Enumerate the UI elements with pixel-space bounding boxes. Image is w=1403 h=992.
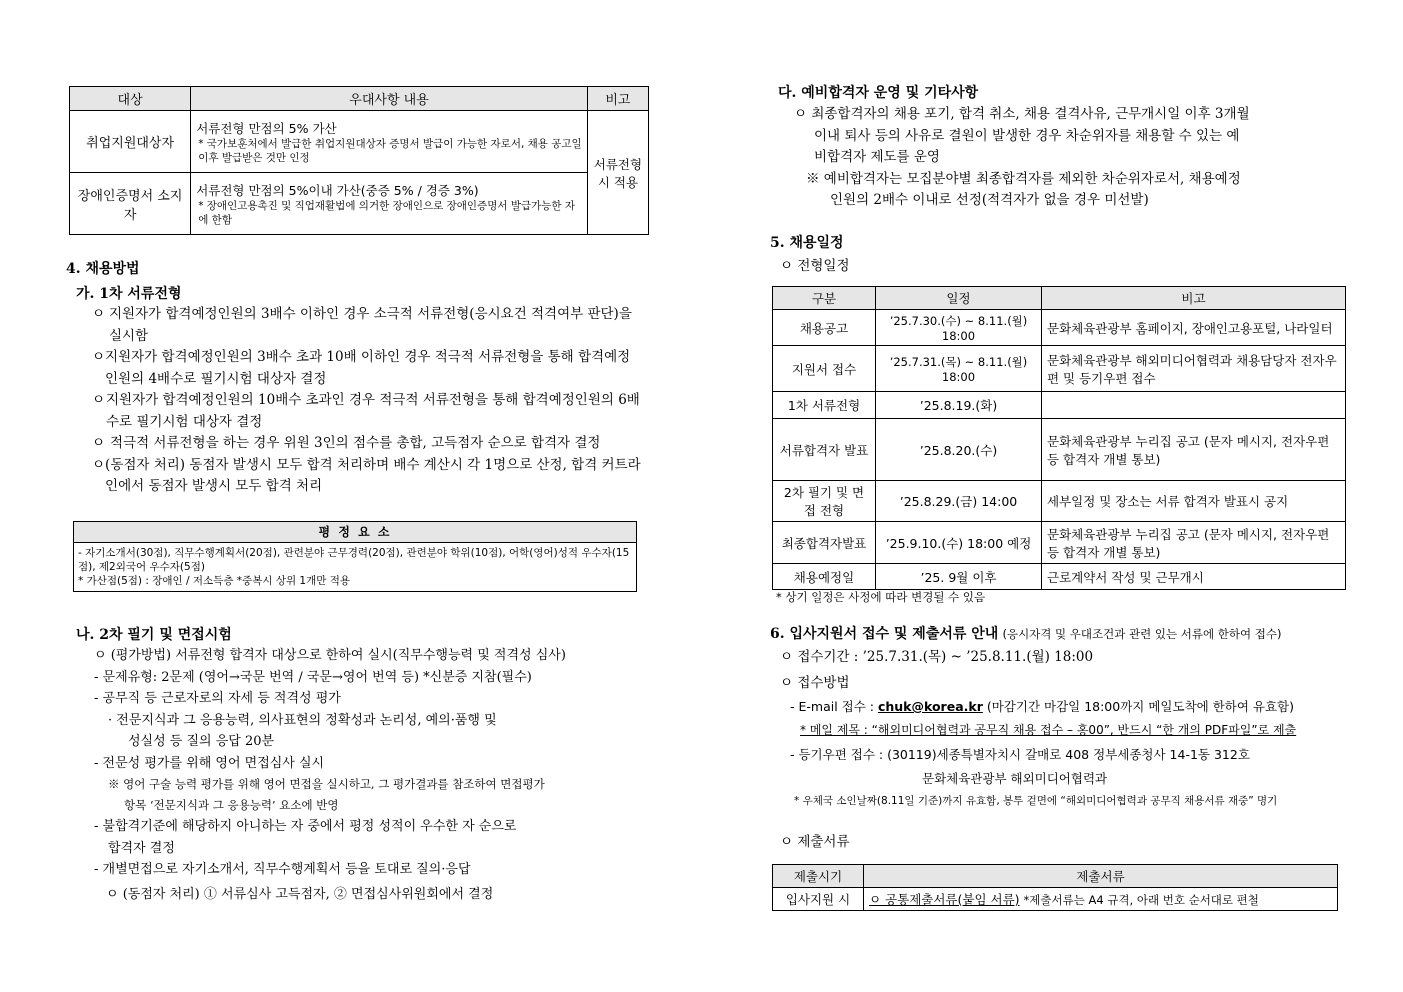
pref-note: * 장애인고용촉진 및 직업재활법에 의거한 장애인으로 장애인증명서 발급가능한 자에 한함 [198,199,576,226]
table-cell [191,111,588,173]
section6-title-row [770,623,1281,643]
table-row [773,481,1346,522]
receipt-method: ㅇ 접수방법 [780,675,850,691]
table-cell: 문화체육관광부 누리집 공고 (문자 메시지, 전자우편 등 합격자 개별 통보) [1042,522,1346,564]
table-header: 구분 [773,287,876,310]
list-item: - 공무직 등 근로자로의 자세 등 적격성 평가 [94,691,341,706]
text-line: 인원의 2배수 이내로 선정(적격자가 없을 경우 미선발) [830,192,1149,208]
table-cell: ’25. 9월 이후 [876,564,1042,590]
list-item: ㅇ (평가방법) 서류전형 합격자 대상으로 한하여 실시(직무수행능력 및 적격성 심사) [94,648,566,663]
section-title-note: (응시자격 및 우대조건과 관련 있는 서류에 한하여 접수) [1002,627,1282,641]
table-cell: ’25.8.20.(수) [876,419,1042,481]
email-note: (마감기간 마감일 18:00까지 메일도착에 한하여 유효함) [986,699,1294,714]
list-a [92,304,642,498]
docs-table [772,864,1338,911]
footnote: * 상기 일정은 사정에 따라 변경될 수 있음 [776,590,986,604]
table-cell: 문화체육관광부 홈페이지, 장애인고용포털, 나라일터 [1042,310,1346,346]
post-address: - 등기우편 접수 : (30119)세종특별자치시 갈매로 408 정부세종청사 14-1동 312호 [790,747,1250,762]
table-cell: 근로계약서 작성 및 근무개시 [1042,564,1346,590]
subsection-title: 나. 2차 필기 및 면접시험 [76,627,232,643]
table-header: 제출서류 [864,865,1338,888]
list-item: ㅇ 지원자가 합격예정인원의 3배수 초과 10배 이하인 경우 적극적 서류전형을 통해 합격예정인원의 4배수로 필기시험 대상자 결정 [92,347,642,390]
table-row [70,173,649,235]
table-header: 우대사항 내용 [191,87,588,111]
reserve-text [794,104,1354,212]
evaluation-box [73,521,637,592]
table-cell: 2차 필기 및 면접 전형 [773,481,876,522]
list-item: - 불합격기준에 해당하지 아니하는 자 중에서 평정 성적이 우수한 자 순으로 [94,819,517,834]
table-cell: 문화체육관광부 해외미디어협력과 채용담당자 전자우편 및 등기우편 접수 [1042,346,1346,392]
table-cell: 문화체육관광부 누리집 공고 (문자 메시지, 전자우편 등 합격자 개별 통보) [1042,419,1346,481]
table-cell: 장애인증명서 소지자 [70,173,191,235]
table-row [773,564,1346,590]
text-line: ※ 예비합격자는 모집분야별 최종합격자를 제외한 차순위자로서, 채용예정 [806,170,1241,187]
table-cell: 취업지원대상자 [70,111,191,173]
table-cell [191,173,588,235]
table-cell [864,888,1338,911]
section-title: 다. 예비합격자 운영 및 기타사항 [778,85,979,101]
table-cell: 서류합격자 발표 [773,419,876,481]
text-line: ㅇ 최종합격자의 채용 포기, 합격 취소, 채용 결격사유, 근무개시일 이후 3개월 [794,106,1250,122]
table-cell: ’25.7.30.(수) ~ 8.11.(월) 18:00 [876,310,1042,346]
list-item-text: (동점자 처리) 동점자 발생시 모두 합격 처리하며 배수 계산시 각 1명으로 산정, 합격 커트라인에서 동점자 발생시 모두 합격 처리 [105,456,641,494]
table-row [773,346,1346,392]
table-cell: ’25.7.31.(목) ~ 8.11.(월) 18:00 [876,346,1042,392]
table-cell: 서류전형 시 적용 [587,111,648,235]
table-cell: ’25.9.10.(수) 18:00 예정 [876,522,1042,564]
list-item: ㅇ (동점자 처리) 동점자 발생시 모두 합격 처리하며 배수 계산시 각 1명으로 산정, 합격 커트라인에서 동점자 발생시 모두 합격 처리 [92,455,642,498]
table-header: 제출시기 [773,865,864,888]
table-row [773,419,1346,481]
table-row [773,392,1346,419]
pref-main: 서류전형 만점의 5% 가산 [196,120,337,136]
list-item: 성실성 등 질의 응답 20분 [128,734,275,749]
table-header: 비고 [587,87,648,111]
table-cell: 세부일정 및 장소는 서류 합격자 발표시 공지 [1042,481,1346,522]
list-item: 항목 ‘전문지식과 그 응용능력’ 요소에 반영 [124,798,339,812]
docs-title: ㅇ 제출서류 [780,834,850,850]
section-title: 6. 입사지원서 접수 및 제출서류 안내 [770,626,999,642]
text-line: 이내 퇴사 등의 사유로 결원이 발생한 경우 차순위자를 채용할 수 있는 예 [814,127,1240,144]
list-item: ㅇ 지원자가 합격예정인원의 3배수 이하인 경우 소극적 서류전형(응시요건 적격여부 판단)을 실시함 [92,304,642,347]
table-header: 비고 [1042,287,1346,310]
list-item: 합격자 결정 [108,840,175,856]
docs-item: ㅇ 공통제출서류(붙임 서류) [869,892,1020,907]
table-row [773,522,1346,564]
list-item-text: 지원자가 합격예정인원의 3배수 초과 10배 이하인 경우 적극적 서류전형을 통해 합격예정인원의 4배수로 필기시험 대상자 결정 [105,349,631,387]
list-item-text: 적극적 서류전형을 하는 경우 위원 3인의 점수를 총합, 고득점자 순으로 합격자 결정 [110,435,601,451]
table-cell: 1차 서류전형 [773,392,876,419]
list-item: ※ 영어 구술 능력 평가를 위해 영어 면접을 실시하고, 그 평가결과를 참조하여 면접평가 [108,777,545,791]
subsection-title: ㅇ 전형일정 [780,258,850,274]
table-cell: 최종합격자발표 [773,522,876,564]
list-item: - 개별면접으로 자기소개서, 직무수행계획서 등을 토대로 질의·응답 [94,862,471,877]
evaluation-line: * 가산점(5점) : 장애인 / 저소득층 *중복시 상위 1개만 적용 [78,575,351,587]
table-cell: 입사지원 시 [773,888,864,911]
list-item: - 전문성 평가를 위해 영어 면접심사 실시 [94,755,325,771]
list-item: ㅇ 지원자가 합격예정인원의 10배수 초과인 경우 적극적 서류전형을 통해 합격예정인원의 6배수로 필기시험 대상자 결정 [92,390,642,433]
evaluation-line: - 자기소개서(30점), 직무수행계획서(20점), 관련분야 근무경력(20점), 관련분야 학위(10점), 어학(영어)성적 우수자(15점), 제2외국어 우수자(5점) [78,547,630,573]
post-note: * 우체국 소인날짜(8.11일 기준)까지 유효함, 봉투 겉면에 “해외미디어협력과 공무직 채용서류 재중” 명기 [794,795,1278,807]
email-label: - E-mail 접수 : [790,699,874,714]
receipt-period: ㅇ 접수기간 : ’25.7.31.(목) ~ ’25.8.11.(월) 18:00 [780,649,1094,665]
list-item-text: 지원자가 합격예정인원의 10배수 초과인 경우 적극적 서류전형을 통해 합격예정인원의 6배수로 필기시험 대상자 결정 [105,392,640,430]
table-cell: ’25.8.19.(화) [876,392,1042,419]
list-item: - 문제유형: 2문제 (영어→국문 번역 / 국문→영어 번역 등) *신분증 지참(필수) [94,669,532,685]
table-cell [1042,392,1346,419]
table-row [773,310,1346,346]
table-cell: 지원서 접수 [773,346,876,392]
schedule-table [772,286,1346,590]
preference-table [69,86,649,235]
subsection-title: 가. 1차 서류전형 [76,286,182,302]
section-title: 4. 채용방법 [66,261,140,277]
table-cell: ’25.8.29.(금) 14:00 [876,481,1042,522]
table-row [773,888,1338,911]
table-header: 대상 [70,87,191,111]
docs-note: *제출서류는 A4 규격, 아래 번호 순서대로 편철 [1023,893,1259,907]
pref-main: 서류전형 만점의 5%이내 가산(중증 5% / 경증 3%) [196,182,479,198]
table-header: 일정 [876,287,1042,310]
list-item: ㅇ (동점자 처리) ① 서류심사 고득점자, ② 면접심사위원회에서 결정 [106,886,494,902]
table-row [70,111,649,173]
post-recipient: 문화체육관광부 해외미디어협력과 [922,771,1108,786]
list-item: ㅇ 적극적 서류전형을 하는 경우 위원 3인의 점수를 총합, 고득점자 순으로 합격자 결정 [92,433,642,455]
table-cell: 채용공고 [773,310,876,346]
pref-note: * 국가보훈처에서 발급한 취업지원대상자 증명서 발급이 가능한 자로서, 채용 공고일 이후 발급받은 것만 인정 [198,137,582,164]
text-line: 비합격자 제도를 운영 [814,149,940,165]
section-title: 5. 채용일정 [770,235,844,251]
table-cell: 채용예정일 [773,564,876,590]
list-b [94,645,654,905]
email-link[interactable]: chuk@korea.kr [877,699,983,714]
list-item: · 전문지식과 그 응용능력, 의사표현의 정확성과 논리성, 예의·품행 및 [108,712,497,728]
mail-title-note: * 메일 제목 : “해외미디어협력과 공무직 채용 접수 – 홍00”, 반드시 “한 개의 PDF파일”로 제출 [800,723,1297,737]
email-row [790,697,1294,715]
evaluation-title: 평 정 요 소 [74,522,636,543]
list-item-text: 지원자가 합격예정인원의 3배수 이하인 경우 소극적 서류전형(응시요건 적격여부 판단)을 실시함 [108,306,632,344]
